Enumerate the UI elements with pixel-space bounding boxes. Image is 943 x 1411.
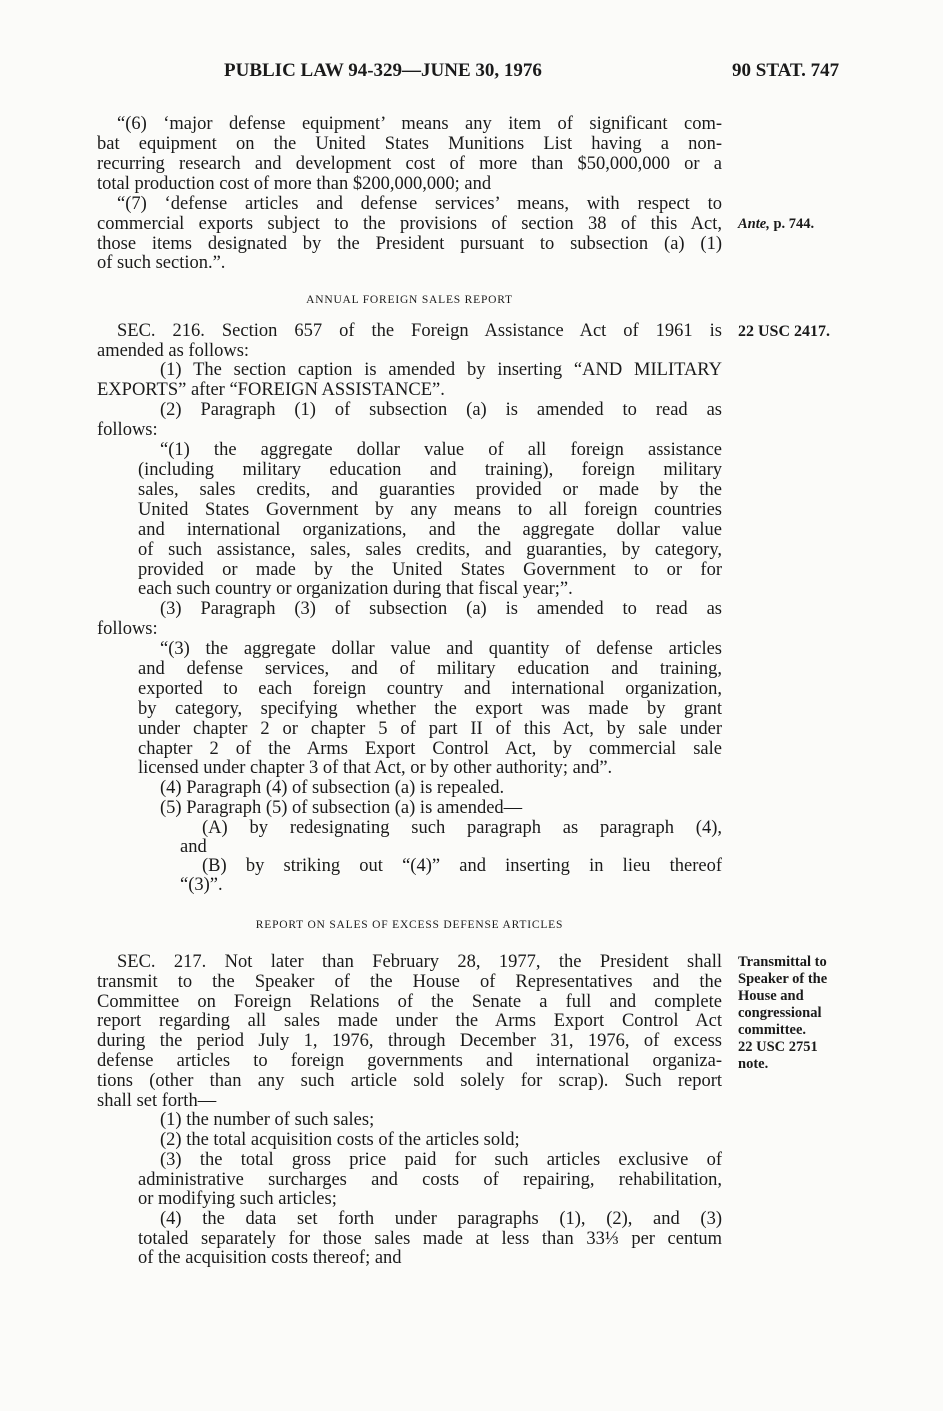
- text-line: exported to each foreign country and international organization,: [138, 679, 722, 699]
- text-line: (4) the data set forth under paragraphs (1), (2), and (3): [160, 1209, 722, 1229]
- text-line: transmit to the Speaker of the House of Representatives and the: [97, 972, 722, 992]
- text-line: recurring research and development cost of more than $50,000,000 or a: [97, 154, 722, 174]
- section-caption: REPORT ON SALES OF EXCESS DEFENSE ARTICLES: [255, 919, 564, 931]
- text-line: of such section.”.: [97, 253, 226, 273]
- text-line: commercial exports subject to the provisions of section 38 of this Act,: [97, 214, 722, 234]
- margin-note-line: committee.: [738, 1022, 807, 1038]
- text-line: “(7) ‘defense articles and defense services’ means, with respect to: [117, 194, 722, 214]
- margin-note-line: 22 USC 2751: [738, 1039, 818, 1055]
- text-line: and defense services, and of military education and training,: [138, 659, 722, 679]
- text-line: or modifying such articles;: [138, 1189, 337, 1209]
- text-line: provided or made by the United States Government to or for: [138, 560, 722, 580]
- text-line: (1) the number of such sales;: [160, 1110, 375, 1130]
- text-line: (4) Paragraph (4) of subsection (a) is repealed.: [160, 778, 505, 798]
- text-line: licensed under chapter 3 of that Act, or by other authority; and”.: [138, 758, 613, 778]
- margin-note-ante-page: p. 744.: [769, 216, 815, 232]
- text-line: chapter 2 of the Arms Export Control Act, by commercial sale: [138, 739, 722, 759]
- text-line: of the acquisition costs thereof; and: [138, 1248, 402, 1268]
- text-line: totaled separately for those sales made at less than 33⅓ per centum: [138, 1229, 722, 1249]
- text-line: under chapter 2 or chapter 5 of part II of this Act, by sale under: [138, 719, 722, 739]
- text-line: “(6) ‘major defense equipment’ means any item of significant com-: [117, 114, 722, 134]
- text-line: sales, sales credits, and guaranties provided or made by the: [138, 480, 722, 500]
- text-line: during the period July 1, 1976, through December 31, 1976, of excess: [97, 1031, 722, 1051]
- text-line: total production cost of more than $200,000,000; and: [97, 174, 492, 194]
- margin-note-line: note.: [738, 1056, 769, 1072]
- text-line: (1) The section caption is amended by inserting “AND MILITARY: [160, 360, 722, 380]
- page-header-title: PUBLIC LAW 94-329—JUNE 30, 1976: [224, 60, 542, 81]
- text-line: defense articles to foreign governments and international organiza-: [97, 1051, 722, 1071]
- text-line: tions (other than any such article sold solely for scrap). Such report: [97, 1071, 722, 1091]
- section-caption: ANNUAL FOREIGN SALES REPORT: [306, 294, 513, 306]
- text-line: United States Government by any means to all foreign countries: [138, 500, 722, 520]
- text-line: amended as follows:: [97, 341, 250, 361]
- text-line: shall set forth—: [97, 1091, 217, 1111]
- text-line: administrative surcharges and costs of repairing, rehabilitation,: [138, 1170, 722, 1190]
- text-line: (2) Paragraph (1) of subsection (a) is amended to read as: [160, 400, 722, 420]
- margin-note-transmittal: [738, 954, 827, 1073]
- margin-note-line: Transmittal to: [738, 954, 827, 970]
- text-line: follows:: [97, 420, 158, 440]
- text-line: SEC. 217. Not later than February 28, 1977, the President shall: [117, 952, 722, 972]
- text-line: (3) Paragraph (3) of subsection (a) is amended to read as: [160, 599, 722, 619]
- text-line: and: [180, 837, 207, 857]
- text-line: and international organizations, and the aggregate dollar value: [138, 520, 722, 540]
- text-line: (5) Paragraph (5) of subsection (a) is amended—: [160, 798, 523, 818]
- text-line: (B) by striking out “(4)” and inserting in lieu thereof: [202, 856, 722, 876]
- text-line: those items designated by the President pursuant to subsection (a) (1): [97, 234, 722, 254]
- text-line: (A) by redesignating such paragraph as paragraph (4),: [202, 818, 722, 838]
- text-line: bat equipment on the United States Munitions List having a non-: [97, 134, 722, 154]
- text-line: SEC. 216. Section 657 of the Foreign Assistance Act of 1961 is: [117, 321, 722, 341]
- margin-note-ante: [738, 216, 814, 233]
- text-line: (3) the total gross price paid for such articles exclusive of: [160, 1150, 722, 1170]
- text-line: “(3) the aggregate dollar value and quantity of defense articles: [160, 639, 722, 659]
- margin-note-line: House and: [738, 988, 804, 1004]
- page-number: 90 STAT. 747: [732, 60, 840, 81]
- margin-note-line: Speaker of the: [738, 971, 828, 987]
- text-line: report regarding all sales made under the Arms Export Control Act: [97, 1011, 722, 1031]
- text-line: Committee on Foreign Relations of the Senate a full and complete: [97, 992, 722, 1012]
- text-line: follows:: [97, 619, 158, 639]
- margin-note-usc: 22 USC 2417.: [738, 323, 831, 340]
- text-line: (2) the total acquisition costs of the articles sold;: [160, 1130, 520, 1150]
- text-line: by category, specifying whether the export was made by grant: [138, 699, 722, 719]
- text-line: “(1) the aggregate dollar value of all foreign assistance: [160, 440, 722, 460]
- text-line: each such country or organization during that fiscal year;”.: [138, 579, 573, 599]
- text-line: of such assistance, sales, sales credits, and guaranties, by category,: [138, 540, 722, 560]
- margin-note-line: congressional: [738, 1005, 822, 1021]
- margin-note-ante-italic: Ante,: [738, 216, 770, 232]
- text-line: (including military education and training), foreign military: [138, 460, 722, 480]
- text-line: EXPORTS” after “FOREIGN ASSISTANCE”.: [97, 380, 445, 400]
- text-line: “(3)”.: [180, 875, 223, 895]
